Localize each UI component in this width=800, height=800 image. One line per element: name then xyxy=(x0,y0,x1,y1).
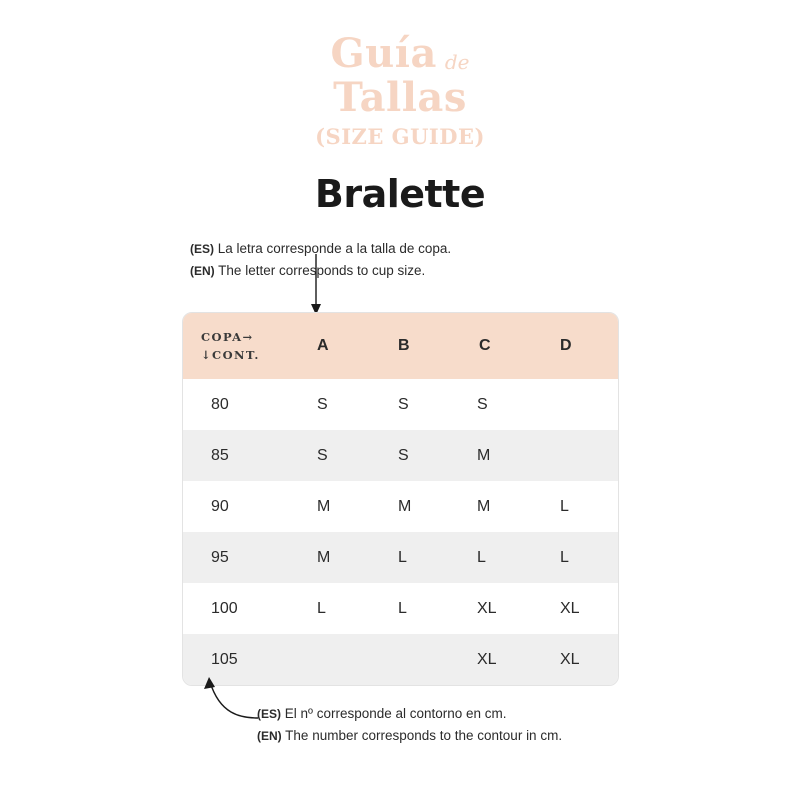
note-top-en-lang: (EN) xyxy=(190,264,215,279)
note-bottom-en-lang: (EN) xyxy=(257,729,282,744)
logo-line-2 xyxy=(0,74,800,121)
cell-90-d: L xyxy=(560,497,569,515)
row-contour-90: 90 xyxy=(211,497,229,515)
column-header-c: C xyxy=(457,313,538,379)
size-table-container xyxy=(182,312,619,686)
cell-85-c: M xyxy=(477,446,491,464)
cell-85-a: S xyxy=(317,446,328,464)
corner-label-cup: COPA→ xyxy=(201,329,254,344)
cell-105-d: XL xyxy=(560,650,580,668)
cell-80-a: S xyxy=(317,395,328,413)
note-bottom-es xyxy=(257,703,562,725)
cell-90-b: M xyxy=(398,497,412,515)
cell-95-c: L xyxy=(477,548,486,566)
note-bottom-en xyxy=(257,725,562,747)
table-header-row xyxy=(183,313,619,379)
table-row xyxy=(183,583,619,634)
note-bottom-en-text: The number corresponds to the contour in cm. xyxy=(281,728,563,744)
brand-logo xyxy=(0,30,800,149)
cell-105-a xyxy=(295,634,376,685)
cell-90-c: M xyxy=(477,497,491,515)
cell-95-d: L xyxy=(560,548,569,566)
cell-105-c: XL xyxy=(477,650,497,668)
table-row xyxy=(183,532,619,583)
logo-subtitle: (SIZE GUIDE) xyxy=(315,124,485,149)
row-contour-100: 100 xyxy=(211,599,238,617)
note-top-es-lang: (ES) xyxy=(190,242,214,256)
logo-word-tallas: Tallas xyxy=(333,74,467,121)
size-table-head xyxy=(183,313,619,379)
cell-100-a: L xyxy=(317,599,326,617)
column-header-b: B xyxy=(376,313,457,379)
cell-105-b xyxy=(376,634,457,685)
cell-95-a: M xyxy=(317,548,331,566)
row-contour-80: 80 xyxy=(211,395,229,413)
table-row xyxy=(183,481,619,532)
cell-100-b: L xyxy=(398,599,407,617)
table-corner-header xyxy=(183,313,295,379)
logo-line-1 xyxy=(0,30,800,77)
row-contour-95: 95 xyxy=(211,548,229,566)
row-contour-85: 85 xyxy=(211,446,229,464)
page-title: Bralette xyxy=(314,172,486,216)
cell-100-c: XL xyxy=(477,599,497,617)
cell-100-d: XL xyxy=(560,599,580,617)
cell-85-b: S xyxy=(398,446,409,464)
arrow-up-left-icon xyxy=(196,676,266,724)
arrow-down-icon xyxy=(300,252,340,320)
note-top-en-text: The letter corresponds to cup size. xyxy=(214,263,426,279)
table-row xyxy=(183,430,619,481)
cell-90-a: M xyxy=(317,497,331,515)
cell-80-c: S xyxy=(477,395,488,413)
cell-85-d xyxy=(538,430,619,481)
column-header-a: A xyxy=(295,313,376,379)
cell-95-b: L xyxy=(398,548,407,566)
table-row xyxy=(183,379,619,430)
cell-80-d xyxy=(538,379,619,430)
row-contour-105: 105 xyxy=(211,650,238,668)
note-bottom-es-text: El nº corresponde al contorno en cm. xyxy=(281,706,507,721)
size-table xyxy=(183,313,619,685)
size-table-body xyxy=(183,379,619,685)
cell-80-b: S xyxy=(398,395,409,413)
logo-word-de: de xyxy=(444,50,470,74)
logo-word-guia: Guía xyxy=(330,30,437,77)
note-bottom xyxy=(257,703,562,748)
note-bottom-es-lang: (ES) xyxy=(257,707,281,721)
column-header-d: D xyxy=(538,313,619,379)
corner-label-contour: ↓CONT. xyxy=(201,348,260,362)
note-top-es-text: La letra corresponde a la talla de copa. xyxy=(214,241,452,256)
